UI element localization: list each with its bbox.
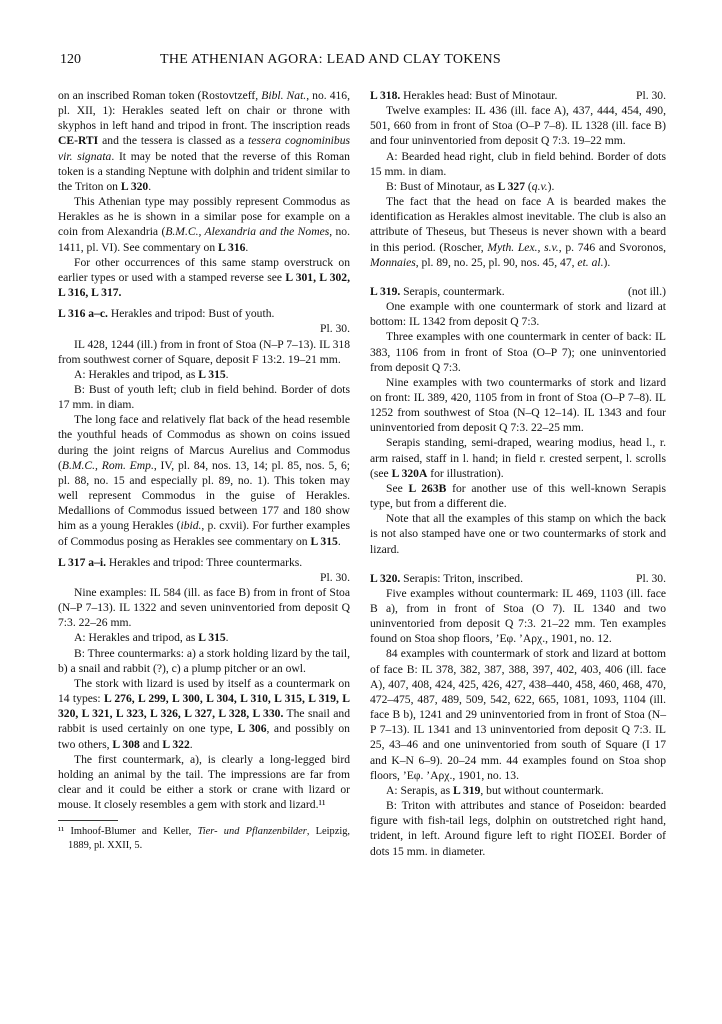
paragraph: on an inscribed Roman token (Rostovtzeff, Bibl. Nat., no. 416, pl. XII, 1): Herakles seated left on chair or throne with skyphos in left hand and tripod in front. The inscription reads CE-RTI and the tessera is classed as a tessera cognominibus vir. signata. It may be noted that the reverse of this Roman token is a standing Neptune with dolphin and trident similar to the Triton on L 320.	[58, 89, 351, 193]
face-description: A: Bearded head right, club in field behind. Border of dots 15 mm. in diam.	[370, 149, 666, 178]
face-description: B: Triton with attributes and stance of Poseidon: bearded figure with fish-tail legs, dolphin on outstretched right hand, trident, in left. Around figure left to right ΠΟΣΕΙ. Border of dots 15 mm. in diameter.	[370, 799, 666, 858]
face-description: B: Bust of youth left; club in field behind. Border of dots 17 mm. in diam.	[58, 382, 350, 412]
paragraph: The long face and relatively flat back of the head resemble the youthful heads of Commodus as shown on coins issued during the joint reigns of Marcus Aurelius and Commodus (B.M.C., Rom. Emp., IV, pl. 84, nos. 13, 14; pl. 85, nos. 5, 6; pl. 88, no. 15 and especially pl. 89, no. 1). This token may well represent Commodus in the guise of Herakles. Medallions of Commodus issued between 177 and 180 show him as a young Herakles (ibid., p. cxvii). For further examples of Commodus posing as Herakles see commentary on L 315.	[58, 413, 350, 548]
plate-reference: (not ill.)	[628, 284, 666, 298]
catalog-entry-heading: L 317 a–i. Herakles and tripod: Three countermarks. Pl. 30.	[58, 555, 350, 584]
paragraph: One example with one countermark of stork and lizard at bottom: IL 1342 from deposit Q 7:3.	[370, 300, 666, 329]
paragraph: IL 428, 1244 (ill.) from in front of Stoa (N–P 7–13). IL 318 from southwest corner of Square, deposit F 13:2. 19–21 mm.	[58, 337, 350, 366]
face-description: A: Herakles and tripod, as L 315.	[74, 367, 229, 381]
plate-reference: Pl. 30.	[320, 322, 350, 336]
paragraph: For other occurrences of this same stamp overstruck on earlier types or used with a stamped reverse see L 301, L 302, L 316, L 317.	[58, 255, 350, 300]
left-column	[58, 88, 350, 852]
catalog-entry-heading: L 316 a–c. Herakles and tripod: Bust of youth. Pl. 30.	[58, 307, 350, 336]
footnote: ¹¹ Imhoof-Blumer and Keller, Tier- und Pflanzenbilder, Leipzig, 1889, pl. XXII, 5.	[58, 826, 351, 851]
paragraph: The first countermark, a), is clearly a long-legged bird holding an animal by the tail. The impressions are far from clear and it could be either a stork or crane with lizard or mouse. It closely resembles a gem with stork and lizard.¹¹	[58, 752, 350, 812]
plate-reference: Pl. 30.	[636, 89, 666, 102]
paragraph: Nine examples with two countermarks of stork and lizard on front: IL 389, 420, 1105 from in front of Stoa (O–P 7–8). IL 1252 from southwest of Stoa (N–Q 12–14). IL 1343 and four uninventoried from deposit Q 7:3. 22–25 mm.	[370, 375, 666, 435]
footnote-rule	[58, 820, 118, 821]
paragraph: Three examples with one countermark in center of back: IL 383, 1106 from in front of Stoa (O–P 7); one uninventoried from deposit Q 7:3.	[370, 330, 666, 374]
plate-reference: Pl. 30.	[636, 571, 666, 585]
catalog-entry-heading: L 318. Herakles head: Bust of Minotaur. Pl. 30.	[370, 89, 666, 102]
catalog-entry-heading: L 319. Serapis, countermark. (not ill.)	[370, 284, 666, 298]
paragraph: The stork with lizard is used by itself as a countermark on 14 types: L 276, L 299, L 300, L 304, L 310, L 315, L 319, L 320, L 321, L 323, L 326, L 327, L 328, L 330. The snail and rabbit is used certainly on one type, L 306, and possibly on two others, L 308 and L 322.	[58, 676, 350, 751]
paragraph: The fact that the head on face A is bearded makes the identification as Herakles almost inevitable. The club is also an attribute of Theseus, but Theseus is never shown with a beard in this period. (Roscher, Myth. Lex., s.v., p. 746 and Svoronos, Monnaies, pl. 89, no. 25, pl. 90, nos. 45, 47, et. al.).	[370, 195, 666, 269]
right-column	[370, 88, 666, 859]
paragraph: Five examples without countermark: IL 469, 1103 (ill. face B a), from in front of Stoa (O 7). IL 1340 and two uninventoried from deposit Q 7:3. 21–22 mm. Ten examples found on Stoa shop floors, ’Εφ. ’Αρχ., 1901, no. 12.	[370, 586, 666, 646]
paragraph: See L 263B for another use of this well-known Serapis type, but from a different die.	[370, 481, 667, 511]
face-description: B: Bust of Minotaur, as L 327 (q.v.).	[386, 179, 555, 193]
face-description: B: Three countermarks: a) a stork holding lizard by the tail, b) a snail and rabbit (?), c) a plump pitcher or an owl.	[58, 646, 350, 675]
paragraph: 84 examples with countermark of stork and lizard at bottom of face B: IL 378, 382, 387, 388, 397, 402, 403, 406 (ill. face A), 407, 408, 424, 425, 426, 427, 438–440, 458, 460, 468, 470, 472–475, 487, 489, 509, 542, 622, 665, 1081, 1093, 1104 (ill. face B b), 1241 and 29 uninventoried from in front of Stoa (N–P 7–13). IL 1341 and 13 uninventoried from deposit Q 7:3. IL 25, 43–46 and one uninventoried from south of Square (I 17 and K–N 6–9). 20–24 mm. 44 examples found on Stoa shop floors, ’Εφ. ’Αρχ., 1901, no. 13.	[370, 647, 666, 782]
running-header	[60, 52, 682, 74]
page-number: 120	[60, 52, 81, 67]
paragraph: Twelve examples: IL 436 (ill. face A), 437, 444, 454, 490, 501, 660 from in front of Stoa (O–P 7–8). IL 1328 (ill. face B) and four uninventoried from deposit Q 7:3. 19–22 mm.	[370, 104, 666, 148]
paragraph: Nine examples: IL 584 (ill. as face B) from in front of Stoa (N–P 7–13). IL 1322 and seven uninventoried from deposit Q 7:3. 22–26 mm.	[58, 586, 350, 630]
running-title: THE ATHENIAN AGORA: LEAD AND CLAY TOKENS	[160, 52, 502, 67]
face-description: A: Herakles and tripod, as L 315.	[74, 631, 229, 645]
paragraph: Serapis standing, semi-draped, wearing modius, head l., r. arm raised, staff in l. hand; in field r. crested serpent, l. scrolls (see L 320A for illustration).	[370, 436, 666, 480]
catalog-entry-heading: L 320. Serapis: Triton, inscribed. Pl. 30.	[370, 571, 666, 585]
paragraph: Note that all the examples of this stamp on which the back is not also stamped have one or two countermarks of stork and lizard.	[370, 512, 666, 556]
paragraph: This Athenian type may possibly represent Commodus as Herakles as he is shown in a similar pose for example on a coin from Alexandria (B.M.C., Alexandria and the Nomes, no. 1411, pl. VI). See commentary on L 316.	[58, 195, 350, 254]
face-description: A: Serapis, as L 319, but without countermark.	[386, 783, 604, 797]
plate-reference: Pl. 30.	[320, 570, 350, 584]
